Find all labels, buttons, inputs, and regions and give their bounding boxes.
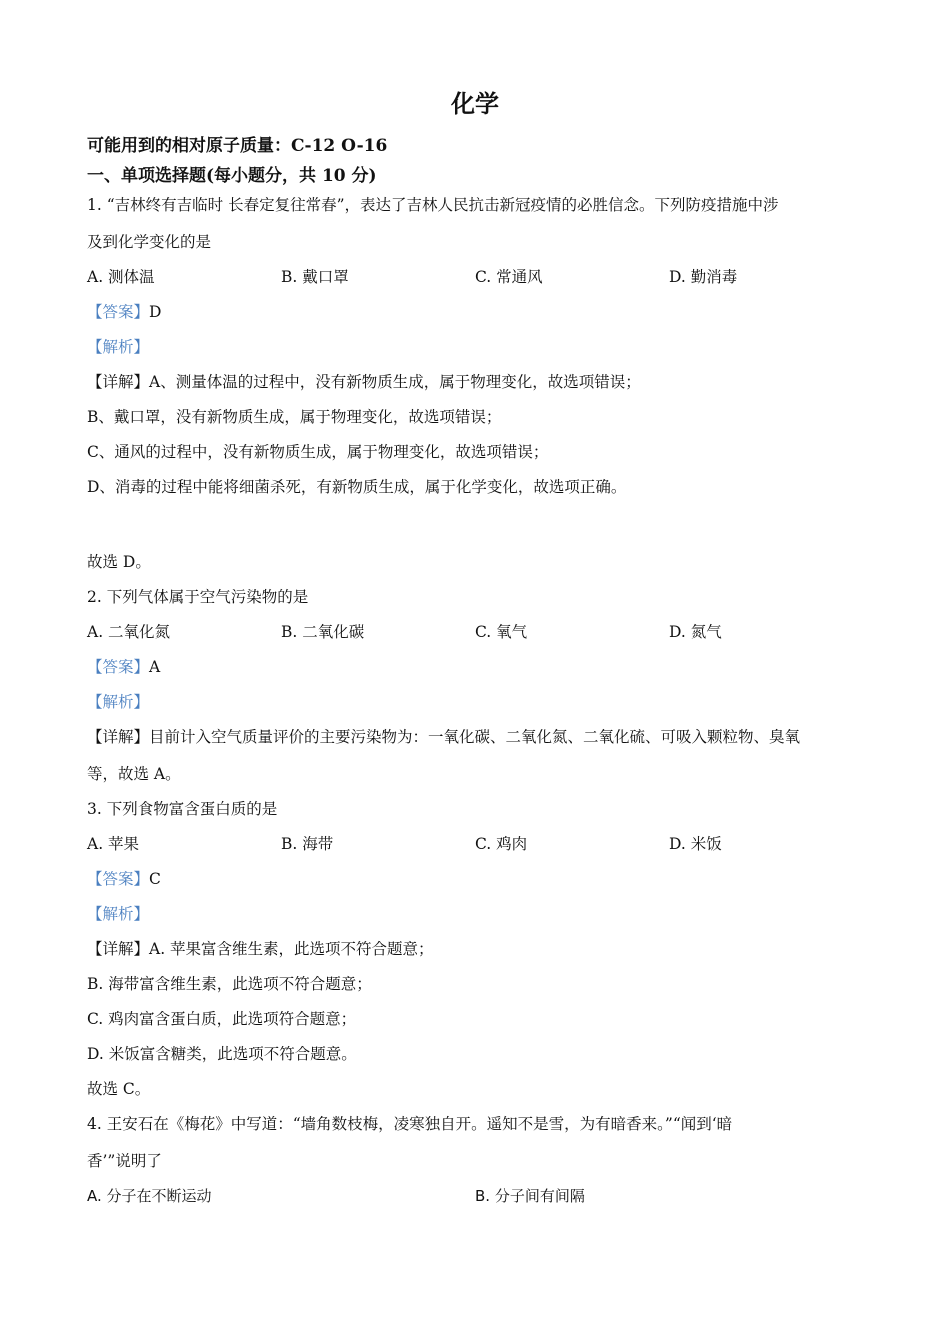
question-2-stem: 2. 下列气体属于空气污染物的是 — [87, 588, 309, 606]
question-2-detail-line-1: 【详解】目前计入空气质量评价的主要污染物为：一氧化碳、二氧化氮、二氧化硫、可吸入颗粒物、臭氧 — [87, 728, 801, 746]
question-3-option-a: A. 苹果 — [87, 835, 140, 853]
question-1-detail-line-4: D、消毒的过程中能将细菌杀死，有新物质生成，属于化学变化，故选项正确。 — [87, 478, 627, 496]
question-4-stem-line-2: 香’”说明了 — [87, 1152, 162, 1170]
question-2-detail-line-2: 等，故选 A。 — [87, 765, 181, 783]
question-1-detail-line-3: C、通风的过程中，没有新物质生成，属于物理变化，故选项错误； — [87, 443, 549, 461]
answer-tag: 【答案】 — [87, 303, 150, 321]
question-3-detail-line-4: D. 米饭富含糖类，此选项不符合题意。 — [87, 1045, 357, 1063]
question-1-detail-line-2: B、戴口罩，没有新物质生成，属于物理变化，故选项错误； — [87, 408, 502, 426]
question-3-detail-line-3: C. 鸡肉富含蛋白质，此选项符合题意； — [87, 1010, 357, 1028]
question-1-option-b: B. 戴口罩 — [281, 268, 349, 286]
answer-tag: 【答案】 — [87, 658, 150, 676]
question-1-detail-line-1: 【详解】A、测量体温的过程中，没有新物质生成，属于物理变化，故选项错误； — [87, 373, 641, 391]
question-2-option-a: A. 二氧化氮 — [87, 623, 171, 641]
question-2-option-b: B. 二氧化碳 — [281, 623, 365, 641]
question-3-option-d: D. 米饭 — [669, 835, 722, 853]
question-1-answer — [87, 302, 161, 322]
question-1-stem-line-1: 1. “吉林终有吉临时 长春定复往常春”，表达了吉林人民抗击新冠疫情的必胜信念。下列防疫措施中涉 — [87, 196, 779, 214]
question-3-option-c: C. 鸡肉 — [475, 835, 528, 853]
question-1-option-a: A. 测体温 — [87, 268, 155, 286]
question-2-option-c: C. 氧气 — [475, 623, 528, 641]
question-3-analysis-tag: 【解析】 — [87, 905, 150, 923]
atomic-mass-line: 可能用到的相对原子质量：C-12 O-16 — [87, 136, 388, 156]
section-heading: 一、单项选择题(每小题分，共 10 分) — [87, 166, 377, 186]
question-1-conclusion: 故选 D。 — [87, 553, 151, 571]
question-3-detail-line-2: B. 海带富含维生素，此选项不符合题意； — [87, 975, 372, 993]
question-2-answer — [87, 657, 160, 677]
question-2-analysis-tag: 【解析】 — [87, 693, 150, 711]
question-3-detail-line-1: 【详解】A. 苹果富含维生素，此选项不符合题意； — [87, 940, 434, 958]
question-1-analysis-tag: 【解析】 — [87, 338, 150, 356]
question-1-option-d: D. 勤消毒 — [669, 268, 738, 286]
answer-value: D — [149, 303, 162, 321]
question-2-option-d: D. 氮气 — [669, 623, 722, 641]
answer-value: A — [149, 658, 161, 676]
question-3-stem: 3. 下列食物富含蛋白质的是 — [87, 800, 278, 818]
question-4-option-a: A. 分子在不断运动 — [87, 1187, 212, 1205]
answer-tag: 【答案】 — [87, 870, 150, 888]
question-4-stem-line-1: 4. 王安石在《梅花》中写道：“墙角数枝梅，凌寒独自开。遥知不是雪，为有暗香来。”“闻到‘暗 — [87, 1115, 733, 1133]
answer-value: C — [149, 870, 161, 888]
question-4-option-b: B. 分子间有间隔 — [475, 1187, 585, 1205]
question-1-option-c: C. 常通风 — [475, 268, 543, 286]
question-1-stem-line-2: 及到化学变化的是 — [87, 233, 212, 251]
question-3-answer — [87, 869, 161, 889]
question-3-option-b: B. 海带 — [281, 835, 334, 853]
question-3-detail-line-5: 故选 C。 — [87, 1080, 151, 1098]
page-title: 化学 — [451, 89, 499, 118]
